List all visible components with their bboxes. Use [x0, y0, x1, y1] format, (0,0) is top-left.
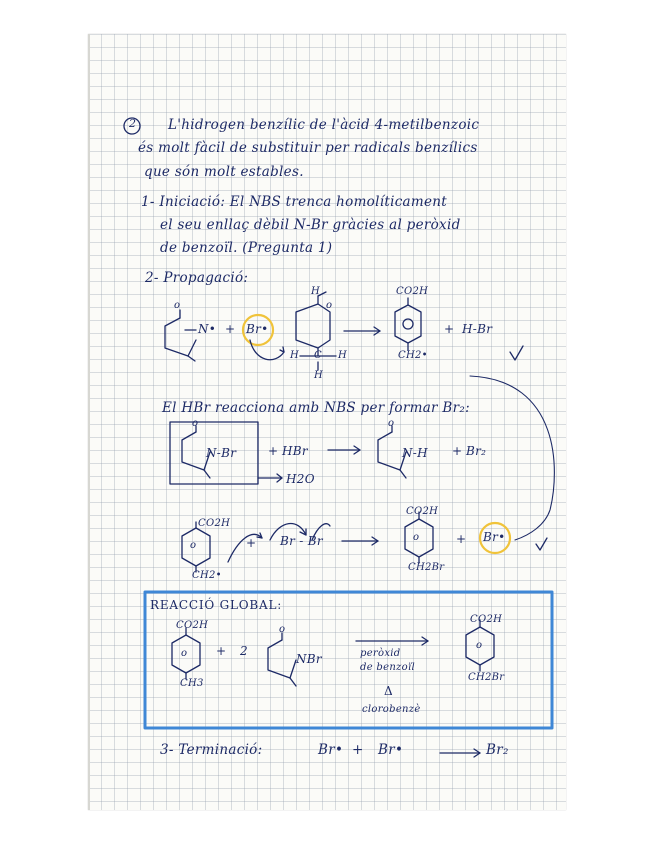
label-n-h: N-H: [402, 446, 428, 460]
check-mark-1: [510, 346, 523, 360]
label-h-left: H: [290, 350, 300, 361]
label-h-top: H: [311, 286, 321, 297]
toluic-ring-1: [296, 304, 330, 348]
label-o-ring-2: o: [413, 532, 420, 543]
label-n-br-1: N-Br: [206, 446, 237, 460]
label-ch2-radical-2: CH2•: [192, 570, 222, 581]
label-br-radical-1: Br•: [246, 322, 269, 336]
succinimide-ring-1: [165, 318, 196, 356]
label-co2h-2: CO2H: [198, 518, 231, 529]
intro-line-3: que són molt estables.: [144, 164, 304, 180]
loop-arrow: [470, 376, 554, 540]
label-h-br: H-Br: [462, 322, 493, 336]
step1-line-1: 1- Iniciació: El NBS trenca homolíticament: [141, 194, 448, 210]
global-reaction-box: [145, 592, 552, 728]
label-ch2-radical-1: CH2•: [398, 350, 428, 361]
label-h2o: H2O: [286, 472, 315, 486]
step1-line-3: de benzoïl. (Pregunta 1): [160, 240, 333, 256]
label-peroxide: peròxid: [360, 648, 401, 659]
global-nbs-ring: [268, 640, 296, 678]
product-ring-1: [395, 305, 421, 343]
label-o-ring-1: o: [190, 540, 197, 551]
label-o-ring-3: o: [181, 648, 188, 659]
label-ch2br-1: CH2Br: [408, 562, 445, 573]
termination-plus: +: [352, 742, 364, 758]
label-plus-7: +: [216, 644, 227, 658]
check-mark-2: [536, 538, 547, 550]
termination-product: Br₂: [486, 742, 509, 758]
label-co2h-3: CO2H: [406, 506, 439, 517]
intro-line-1: L'hidrogen benzílic de l'àcid 4-metilbenzoic: [168, 117, 480, 133]
label-ch2br-2: CH2Br: [468, 672, 505, 683]
label-ch3: CH3: [180, 678, 204, 689]
label-h-bottom: H: [314, 370, 324, 381]
label-c: C: [314, 350, 322, 361]
label-br-br: Br - Br: [280, 534, 323, 548]
step2-title: 2- Propagació:: [145, 270, 249, 286]
label-plus-4: +: [452, 444, 463, 458]
label-plus-6: +: [456, 532, 467, 546]
termination-reactant-2: Br•: [378, 742, 404, 758]
hbr-reaction-line: El HBr reacciona amb NBS per formar Br₂:: [162, 400, 470, 416]
label-o-1: o: [174, 300, 181, 311]
label-plus-3: +: [268, 444, 279, 458]
label-plus-5: +: [246, 536, 257, 550]
label-br2-1: Br₂: [466, 444, 487, 458]
step1-line-2: el seu enllaç dèbil N-Br gràcies al peròxid: [160, 217, 461, 233]
label-o-ring-4: o: [476, 640, 483, 651]
label-plus-2: +: [444, 322, 455, 336]
label-o-4: o: [388, 418, 395, 429]
label-coefficient-2: 2: [240, 644, 248, 658]
label-delta: Δ: [384, 684, 393, 698]
label-nbr: NBr: [296, 652, 322, 666]
label-solvent: clorobenzè: [362, 704, 421, 715]
label-n-radical: N•: [198, 322, 217, 336]
global-reaction-title: REACCIÓ GLOBAL:: [150, 598, 283, 612]
label-br-radical-2: Br•: [483, 530, 506, 544]
label-h-right: H: [338, 350, 348, 361]
termination-label: 3- Terminació:: [160, 742, 263, 758]
label-co2h-1: CO2H: [396, 286, 429, 297]
label-o-5: o: [279, 624, 286, 635]
label-benzoyl: de benzoïl: [360, 662, 415, 673]
termination-reactant-1: Br•: [318, 742, 344, 758]
label-o-3: o: [192, 418, 199, 429]
label-o-2: o: [326, 300, 333, 311]
label-co2h-4: CO2H: [176, 620, 209, 631]
label-co2h-5: CO2H: [470, 614, 503, 625]
label-plus-1: +: [225, 322, 236, 336]
label-hbr: HBr: [282, 444, 308, 458]
intro-line-2: és molt fàcil de substituir per radicals benzílics: [138, 140, 478, 156]
section-number: 2: [129, 117, 137, 130]
